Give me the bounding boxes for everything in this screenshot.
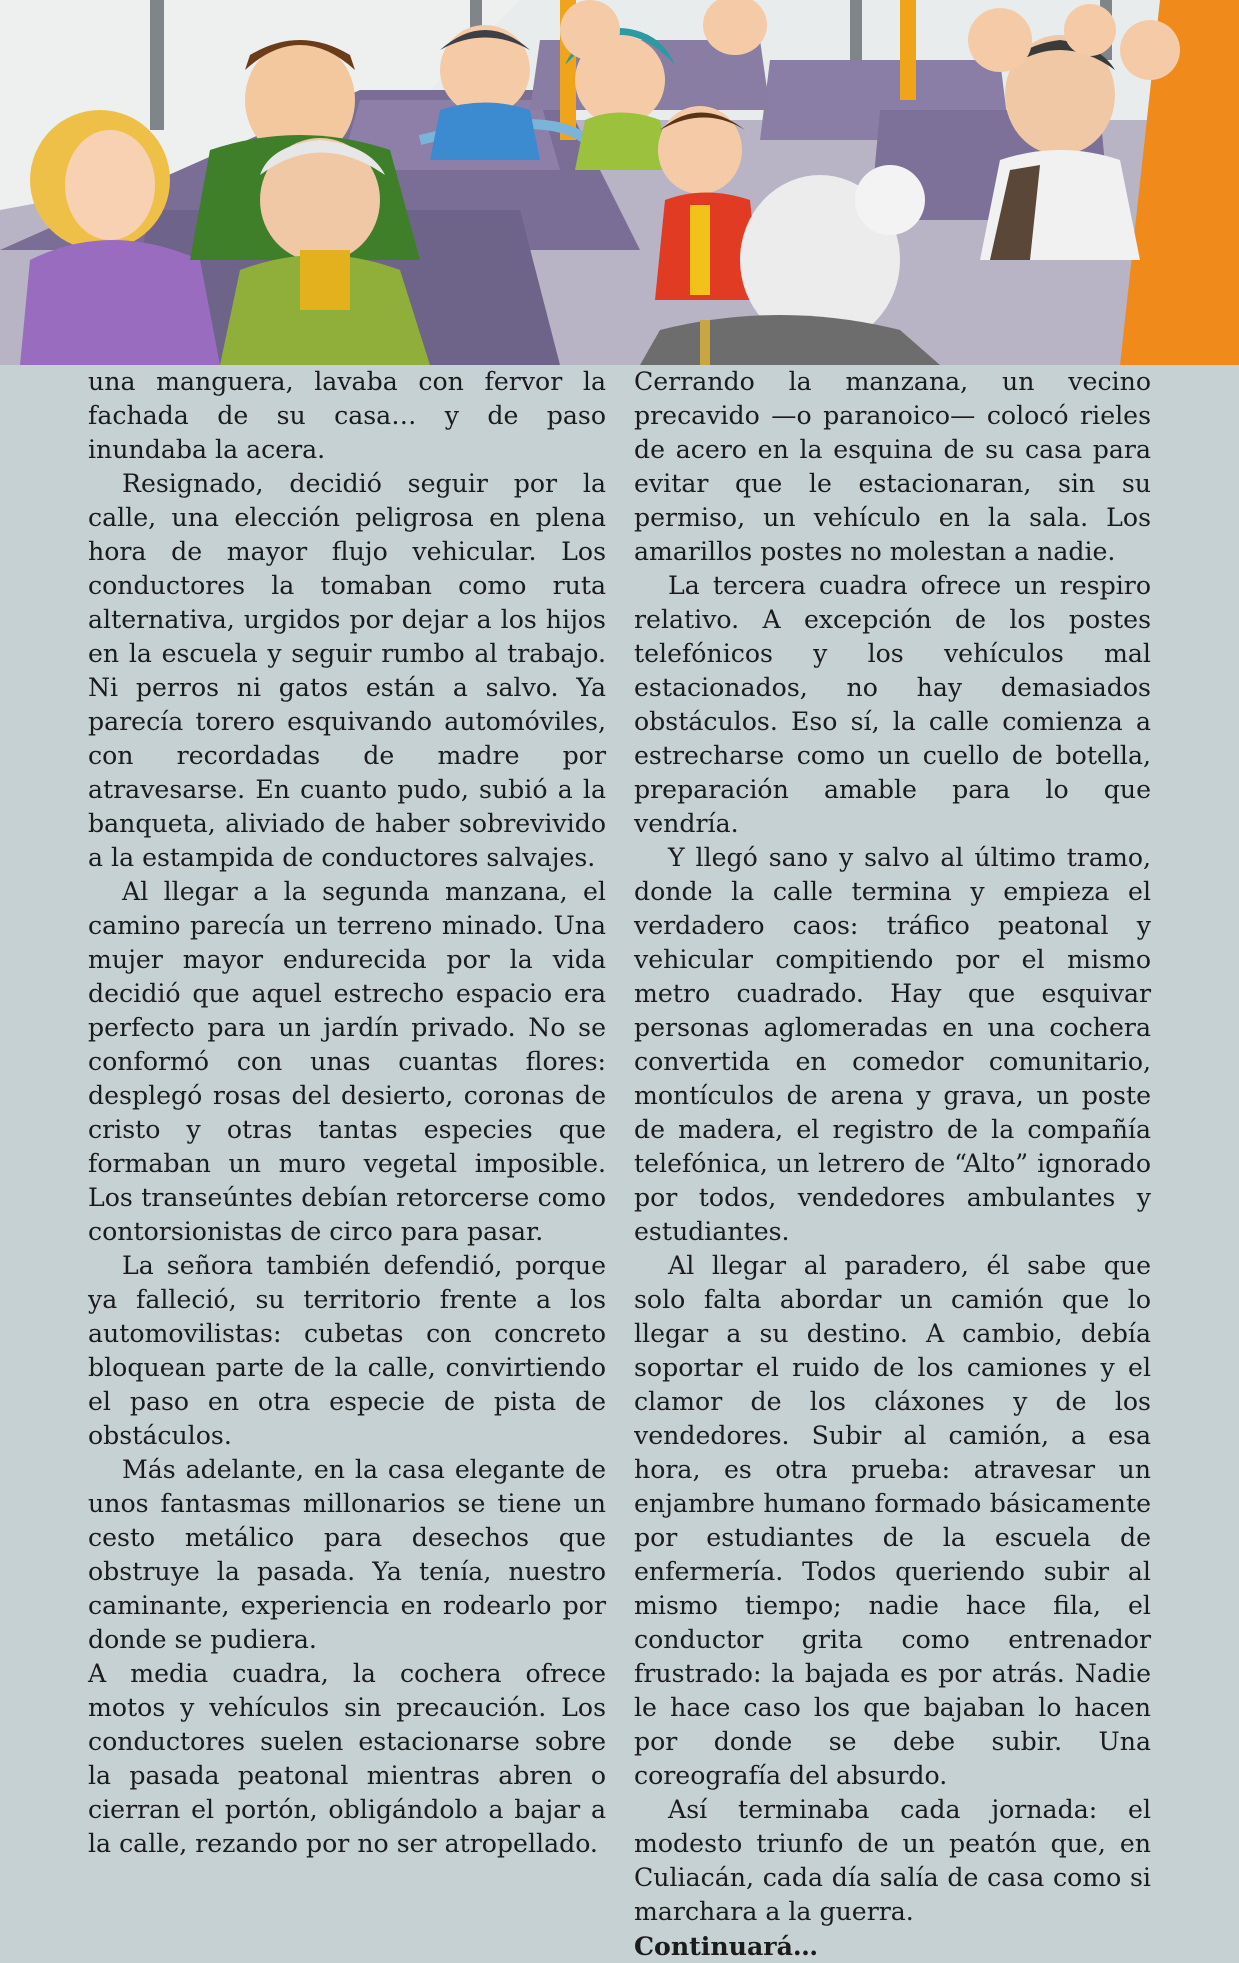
paragraph: una manguera, lavaba con fervor la fachada de su casa… y de paso inundaba la acera. <box>88 367 606 464</box>
paragraph: Así terminaba cada jornada: el modesto triunfo de un peatón que, en Culiacán, cada día salía de casa como si marchara a la guerra. <box>634 1795 1151 1926</box>
paragraph: Resignado, decidió seguir por la calle, una elección peligrosa en plena hora de mayor flujo vehicular. Los conductores la tomaban como ruta alternativa, urgidos por dejar a los hijos en la escuela y seguir rumbo al trabajo. Ni perros ni gatos están a salvo. Ya parecía torero esquivando automóviles, con recordadas de madre por atravesarse. En cuanto pudo, subió a la banqueta, aliviado de haber sobrevivido a la estampida de conductores salvajes. <box>88 469 606 872</box>
continued-label: Continuará… <box>634 1931 819 1961</box>
paragraph: Y llegó sano y salvo al último tramo, donde la calle termina y empieza el verdadero caos: tráfico peatonal y vehicular compitiendo por el mismo metro cuadrado. Hay que esquivar personas aglomeradas en una cochera convertida en comedor comunitario, montículos de arena y grava, un poste de madera, el registro de la compañía telefónica, un letrero de “Alto” ignorado por todos, vendedores ambulantes y estudiantes. <box>634 843 1151 1246</box>
paragraph: A media cuadra, la cochera ofrece motos y vehículos sin precaución. Los conductores suelen estacionarse sobre la pasada peatonal mientras abren o cierran el portón, obligándolo a bajar a la calle, rezando por no ser atropellado. <box>88 1659 606 1858</box>
paragraph: Al llegar a la segunda manzana, el camino parecía un terreno minado. Una mujer mayor endurecida por la vida decidió que aquel estrecho espacio era perfecto para un jardín privado. No se conformó con unas cuantas flores: desplegó rosas del desierto, coronas de cristo y otras tantas especies que formaban un muro vegetal imposible. Los transeúntes debían retorcerse como contorsionistas de circo para pasar. <box>88 877 606 1246</box>
paragraph: La señora también defendió, porque ya falleció, su territorio frente a los automovilistas: cubetas con concreto bloquean parte de la calle, convirtiendo el paso en otra especie de pista de obstáculos. <box>88 1251 606 1450</box>
bus-passengers-illustration-icon <box>0 0 1239 365</box>
paragraph: Al llegar al paradero, él sabe que solo falta abordar un camión que lo llegar a su destino. A cambio, debía soportar el ruido de los camiones y el clamor de los cláxones y de los vendedores. Subir al camión, a esa hora, es otra prueba: atravesar un enjambre humano formado básicamente por estudiantes de la escuela de enfermería. Todos queriendo subir al mismo tiempo; nadie hace fila, el conductor grita como entrenador frustrado: la bajada es por atrás. Nadie le hace caso los que bajaban lo hacen por donde se debe subir. Una coreografía del absurdo. <box>634 1251 1151 1790</box>
paragraph: Más adelante, en la casa elegante de unos fantasmas millonarios se tiene un cesto metálico para desechos que obstruye la pasada. Ya tenía, nuestro caminante, experiencia en rodearlo por donde se pudiera. <box>88 1455 606 1654</box>
left-column <box>88 365 606 1861</box>
right-column <box>634 365 1151 1963</box>
paragraph: Cerrando la manzana, un vecino precavido —o paranoico— colocó rieles de acero en la esquina de su casa para evitar que le estacionaran, sin su permiso, un vehículo en la sala. Los amarillos postes no molestan a nadie. <box>634 367 1151 566</box>
paragraph: La tercera cuadra ofrece un respiro relativo. A excepción de los postes telefónicos y los vehículos mal estacionados, no hay demasiados obstáculos. Eso sí, la calle comienza a estrecharse como un cuello de botella, preparación amable para lo que vendría. <box>634 571 1151 838</box>
bus-illustration <box>0 0 1239 365</box>
